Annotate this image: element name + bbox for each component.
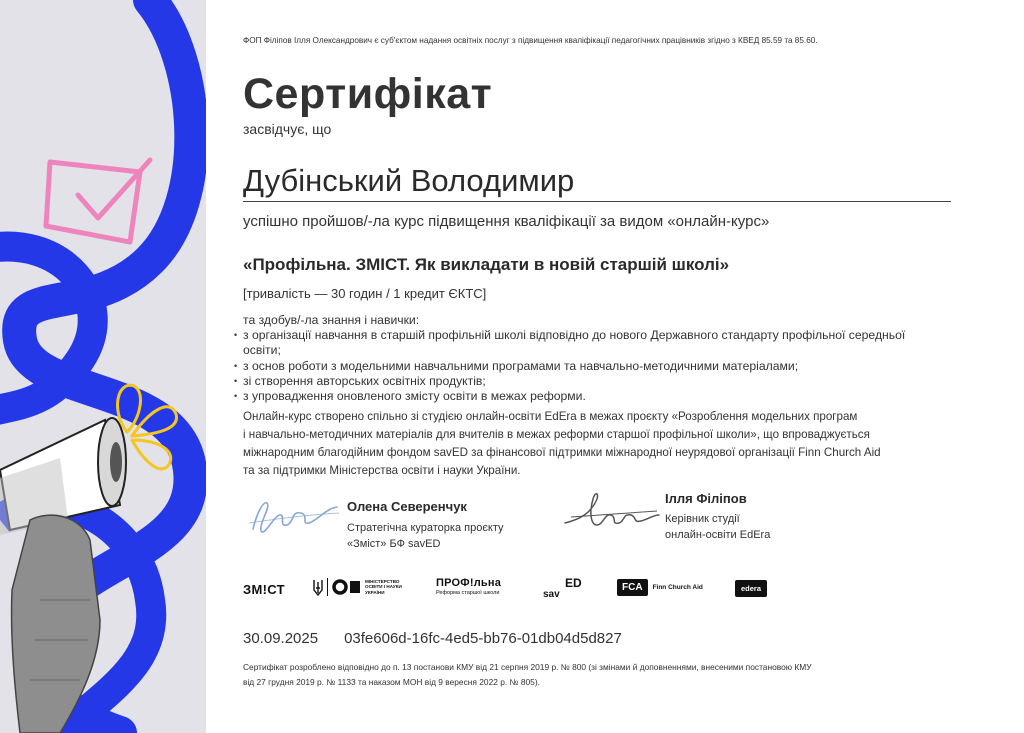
ministry-line: УКРАЇНИ: [365, 589, 385, 595]
ministry-logo: [313, 578, 402, 596]
ministry-mark-icon: [332, 578, 362, 596]
edera-logo: [735, 580, 767, 597]
profilna-wordmark: ПРОФ!льна: [436, 577, 502, 589]
zmist-logo: ЗМ!СТ: [243, 582, 285, 597]
signature-role-line: «Зміст» БФ savED: [347, 538, 441, 550]
edera-badge: edera: [735, 580, 767, 597]
ministry-line: МІНІСТЕРСТВО: [365, 578, 400, 584]
signature-name: Ілля Філіпов: [665, 491, 747, 506]
divider: [327, 578, 328, 596]
footnote-line: Сертифікат розроблено відповідно до п. 13 постанови КМУ від 21 серпня 2019 р. № 800 (зі змінами й доповненнями, внесеними постановою КМУ: [243, 662, 812, 672]
saved-logo-bottom: sav: [543, 589, 560, 600]
partner-logos: [243, 576, 783, 606]
signature-role-line: онлайн-освіти EdEra: [665, 529, 771, 541]
skills-list: [243, 328, 943, 404]
about-line: та за підтримки Міністерства освіти і науки України.: [243, 464, 521, 477]
fca-badge: FCA: [617, 579, 648, 596]
about-line: Онлайн-курс створено спільно зі студією онлайн-освіти EdEra в межах проєкту «Розроблення модельних програм: [243, 410, 858, 423]
certificate-id: 03fe606d-16fc-4ed5-bb76-01db04d5d827: [344, 630, 622, 647]
signature-role: [665, 511, 770, 543]
profilna-logo: [436, 577, 501, 596]
certificate-meta: [243, 630, 622, 647]
list-item: • з упровадження оновленого змісту освіти в межах реформи.: [243, 389, 943, 404]
signature-image: [245, 493, 341, 539]
trident-icon: [313, 578, 323, 596]
signature-role-line: Керівник студії: [665, 513, 740, 525]
skills-section: [243, 313, 943, 404]
fca-logo: [617, 579, 703, 596]
signature-image: [561, 485, 661, 535]
provider-note: ФОП Філіпов Ілля Олександрович є суб'єктом надання освітніх послуг з підвищення кваліфікації педагогічних працівників згідно з КВЕД 85.59 та 85.60.: [243, 36, 818, 45]
saved-logo-top: ED: [565, 576, 582, 590]
about-line: міжнародним благодійним фондом savED за фінансової підтримки міжнародної неурядової організації Finn Church Aid: [243, 446, 881, 459]
list-item: • з організації навчання в старшій профільній школі відповідно до нового Державного стандарту профільної середньої освіти;: [243, 328, 943, 358]
saved-logo: [543, 576, 589, 602]
footnote-line: від 27 грудня 2019 р. № 1133 та наказом МОН від 9 вересня 2022 р. № 805).: [243, 677, 540, 687]
decorative-panel: [0, 0, 206, 733]
signature-role-line: Стратегічна кураторка проєкту: [347, 522, 504, 534]
skills-intro: та здобув/-ла знання і навички:: [243, 313, 420, 327]
signature-name: Олена Северенчук: [347, 499, 467, 514]
about-line: і навчально-методичних матеріалів для вчителів в межах реформи старшої профільної школи», що впроваджується: [243, 428, 870, 441]
signature-role: [347, 520, 504, 552]
course-title: «Профільна. ЗМІСТ. Як викладати в новій старшій школі»: [243, 255, 730, 274]
profilna-tagline: Реформа старшої школи: [436, 590, 500, 596]
course-about: [243, 408, 943, 480]
course-duration: [тривалість — 30 годин / 1 кредит ЄКТС]: [243, 286, 487, 301]
list-item: • зі створення авторських освітніх продуктів;: [243, 374, 943, 389]
ministry-line: ОСВІТИ І НАУКИ: [365, 584, 402, 590]
finn-church-aid-text: Finn Church Aid: [652, 584, 703, 591]
completion-text: успішно пройшов/-ла курс підвищення кваліфікації за видом «онлайн-курс»: [243, 213, 770, 230]
certificate-title: Сертифікат: [243, 70, 493, 118]
issue-date: 30.09.2025: [243, 630, 319, 647]
recipient-name: Дубінський Володимир: [243, 163, 951, 202]
list-item: • з основ роботи з модельними навчальними програмами та навчально-методичними матеріалами;: [243, 359, 943, 374]
certifies-text: засвідчує, що: [243, 121, 332, 137]
legal-footnote: [243, 660, 943, 690]
ministry-name: [365, 579, 402, 595]
megaphone-icon: [0, 0, 206, 733]
